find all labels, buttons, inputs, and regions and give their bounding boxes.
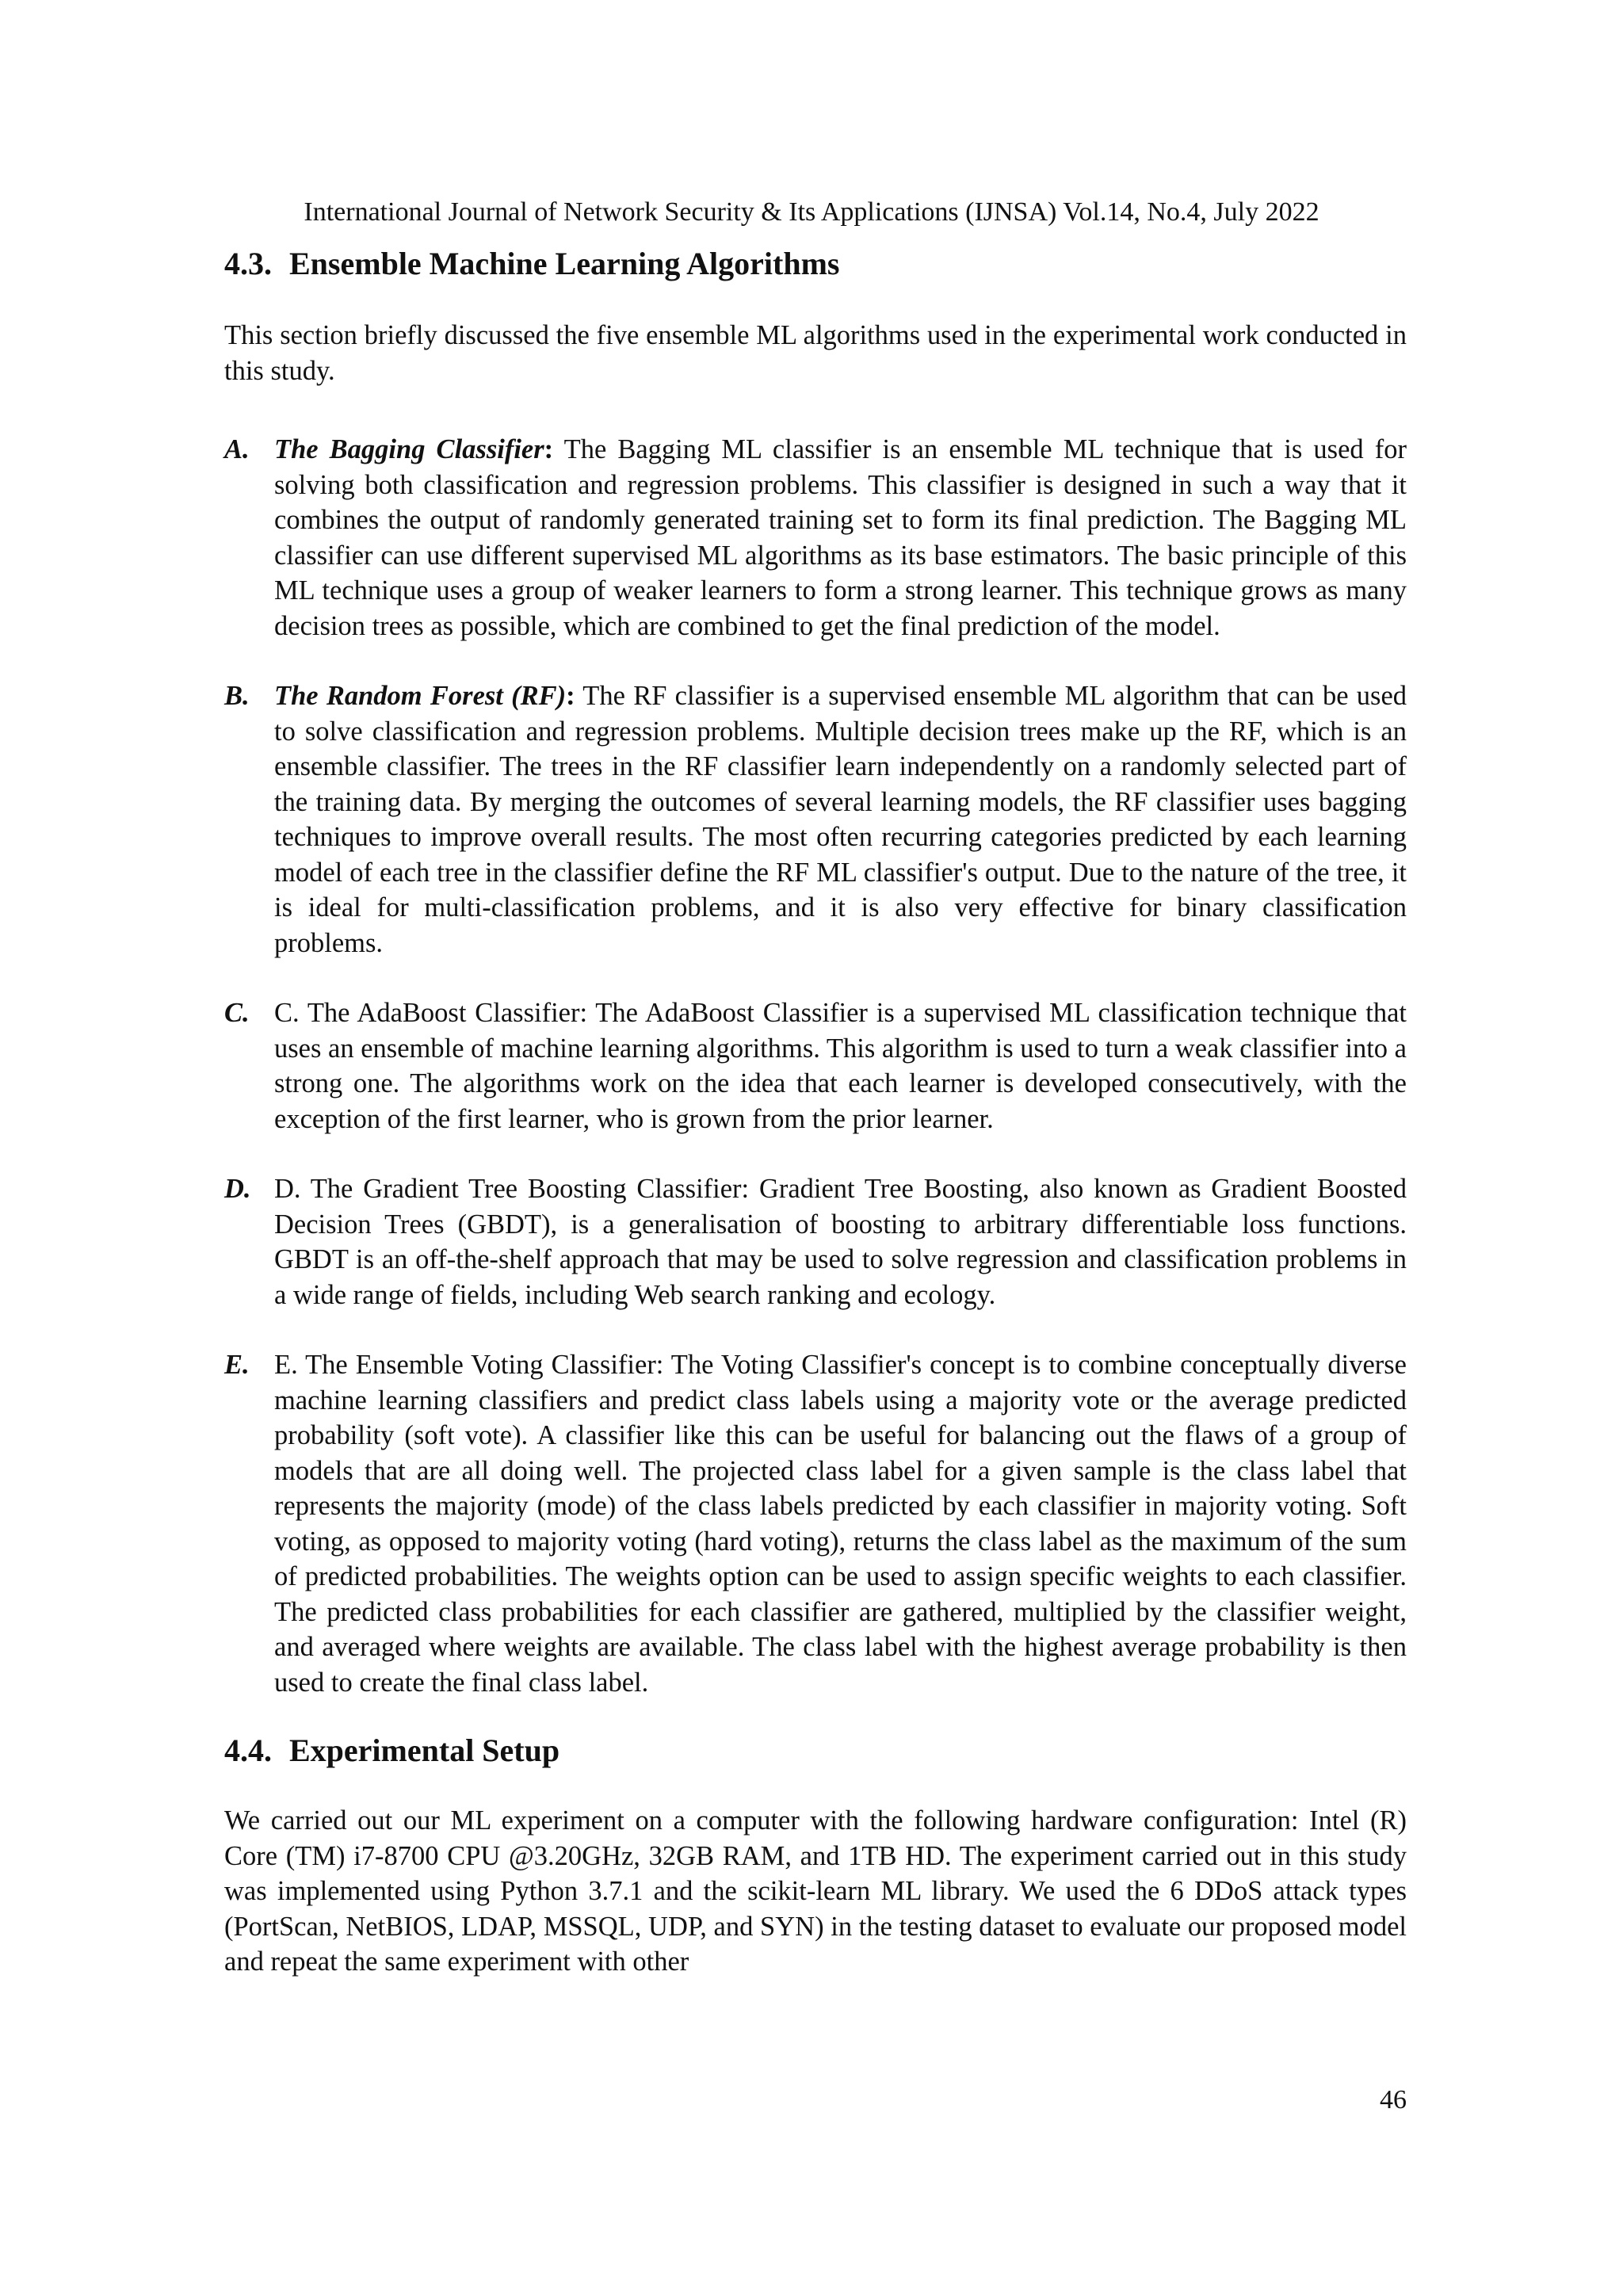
- list-item-paragraph: [274, 1171, 1407, 1312]
- section-heading-4-4: [224, 1732, 1407, 1770]
- list-item-paragraph: [274, 995, 1407, 1137]
- list-item-voting: [224, 1347, 1407, 1700]
- list-marker: D.: [224, 1174, 251, 1204]
- item-colon: :: [544, 434, 554, 464]
- item-text: D. The Gradient Tree Boosting Classifier: Gradient Tree Boosting, also known as Gradient Boosted Decision Trees (GBDT), is a generalisation of boosting to arbitrary differentiable loss functions. GBDT is an off-the-shelf approach that may be used to solve regression and classification problems in a wide range of fields, including Web search ranking and ecology.: [274, 1174, 1407, 1310]
- section-title: Experimental Setup: [289, 1733, 560, 1768]
- list-item-paragraph: [274, 432, 1407, 644]
- item-text: C. The AdaBoost Classifier: The AdaBoost Classifier is a supervised ML classification technique that uses an ensemble of machine learning algorithms. This algorithm is used to turn a weak classifier into a strong one. The algorithms work on the idea that each learner is developed consecutively, with the exception of the first learner, who is grown from the prior learner.: [274, 998, 1407, 1134]
- item-colon: :: [566, 681, 575, 711]
- item-text: The RF classifier is a supervised ensemble ML algorithm that can be used to solve classification and regression problems. Multiple decision trees make up the RF, which is an ensemble classifier. The trees in the RF classifier learn independently on a randomly selected part of the training data. By merging the outcomes of several learning models, the RF classifier uses bagging techniques to improve overall results. The most often recurring categories predicted by each learning model of each tree in the classifier define the RF ML classifier's output. Due to the nature of the tree, it is ideal for multi-classification problems, and it is also very effective for binary classification problems.: [274, 681, 1407, 958]
- section-number: 4.3.: [224, 246, 272, 281]
- list-item-adaboost: [224, 995, 1407, 1137]
- item-text: The Bagging ML classifier is an ensemble ML technique that is used for solving both classification and regression problems. This classifier is designed in such a way that it combines the output of randomly generated training set to form its final prediction. The Bagging ML classifier can use different supervised ML algorithms as its base estimators. The basic principle of this ML technique uses a group of weaker learners to form a strong learner. This technique grows as many decision trees as possible, which are combined to get the final prediction of the model.: [274, 434, 1407, 641]
- section-title: Ensemble Machine Learning Algorithms: [289, 246, 840, 281]
- list-item-bagging: [224, 432, 1407, 644]
- list-marker: E.: [224, 1350, 250, 1380]
- list-marker: A.: [224, 434, 250, 464]
- page-content: [224, 245, 1407, 1980]
- page-number: 46: [1380, 2085, 1407, 2115]
- algorithm-list: [224, 432, 1407, 1700]
- section-number: 4.4.: [224, 1733, 272, 1768]
- section-intro-paragraph: This section briefly discussed the five ensemble ML algorithms used in the experimental work conducted in this study.: [224, 320, 1407, 386]
- list-item-gradient-boosting: [224, 1171, 1407, 1312]
- list-marker: B.: [224, 681, 250, 711]
- item-title: The Bagging Classifier: [274, 434, 544, 464]
- experimental-setup-paragraph: We carried out our ML experiment on a computer with the following hardware configuration: Intel (R) Core (TM) i7-8700 CPU @3.20GHz, 32GB RAM, and 1TB HD. The experiment carried out in this study was implemented using Python 3.7.1 and the scikit-learn ML library. We used the 6 DDoS attack types (PortScan, NetBIOS, LDAP, MSSQL, UDP, and SYN) in the testing dataset to evaluate our proposed model and repeat the same experiment with other: [224, 1805, 1407, 1977]
- list-item-random-forest: [224, 678, 1407, 961]
- list-item-paragraph: [274, 1347, 1407, 1700]
- list-marker: C.: [224, 998, 250, 1028]
- list-item-paragraph: [274, 678, 1407, 961]
- running-header: International Journal of Network Security & Its Applications (IJNSA) Vol.14, No.4, July 2022: [304, 197, 1319, 227]
- item-title: The Random Forest (RF): [274, 681, 567, 711]
- section-heading-4-3: [224, 245, 1407, 283]
- item-text: E. The Ensemble Voting Classifier: The Voting Classifier's concept is to combine conceptually diverse machine learning classifiers and predict class labels using a majority vote or the average predicted probability (soft vote). A classifier like this can be useful for balancing out the flaws of a group of models that are all doing well. The projected class label for a given sample is the class label that represents the majority (mode) of the class labels predicted by each classifier in majority voting. Soft voting, as opposed to majority voting (hard voting), returns the class label as the maximum of the sum of predicted probabilities. The weights option can be used to assign specific weights to each classifier. The predicted class probabilities for each classifier are gathered, multiplied by the classifier weight, and averaged where weights are available. The class label with the highest average probability is then used to create the final class label.: [274, 1350, 1407, 1698]
